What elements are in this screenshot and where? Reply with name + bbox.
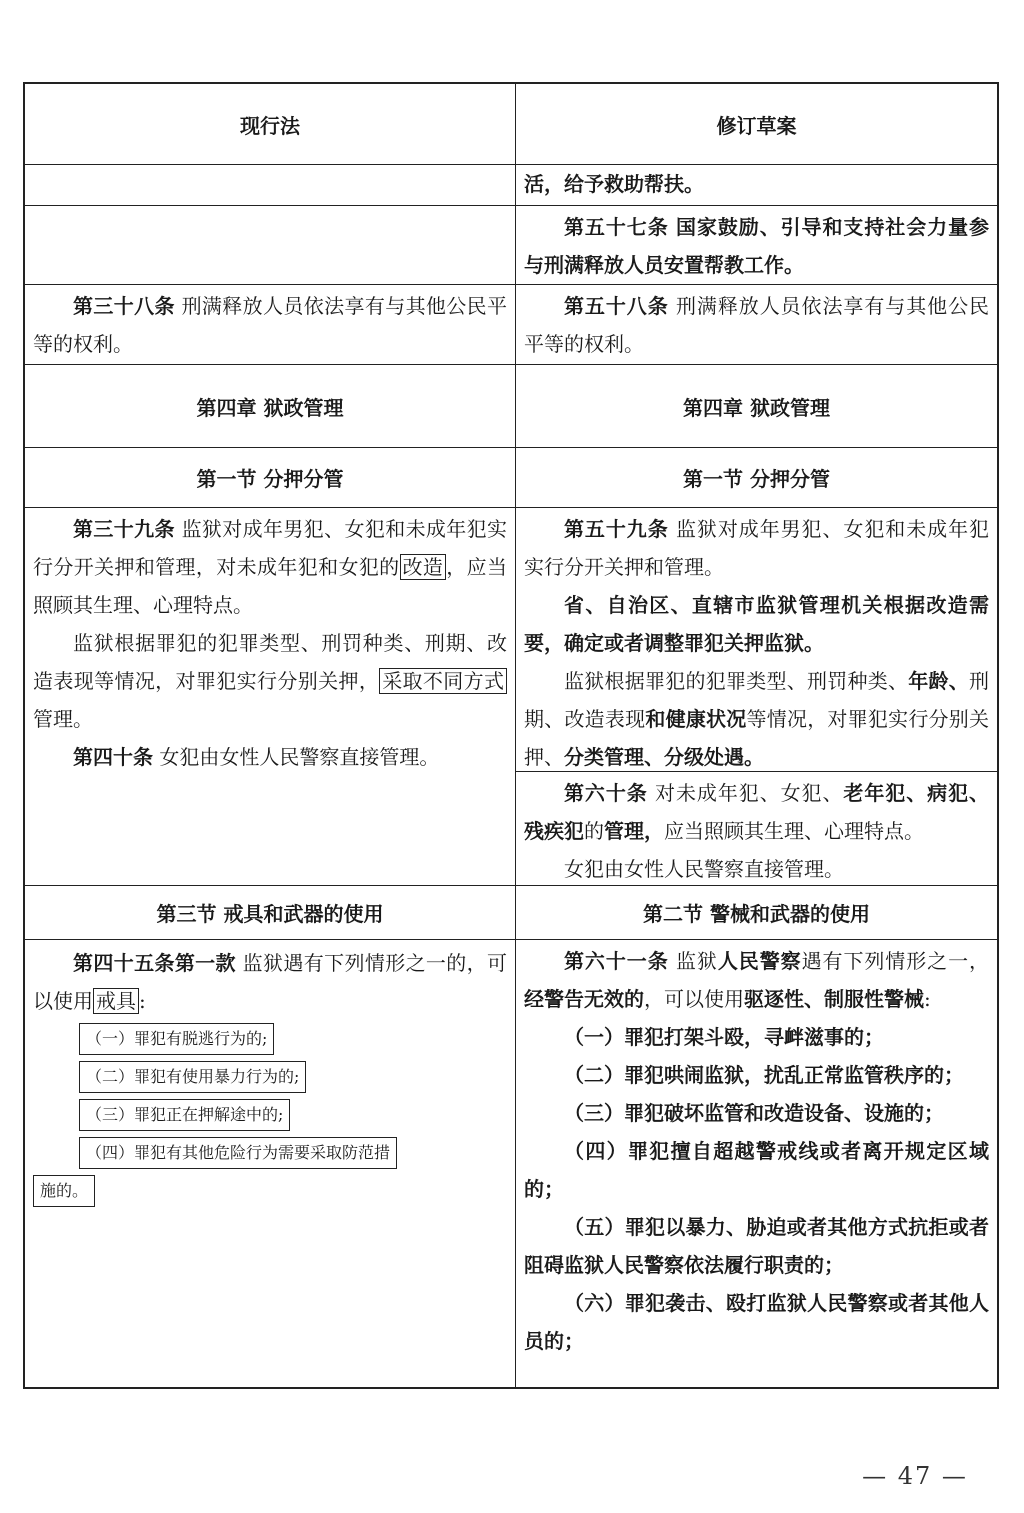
list-item: （一）罪犯有脱逃行为的; — [79, 1023, 274, 1055]
article-text: 监狱 — [675, 949, 718, 973]
article-text: 人民警察 — [717, 949, 802, 973]
draft-column — [516, 84, 997, 1387]
article-text: 管理。 — [33, 707, 93, 731]
article-label: 第三十八条 — [73, 294, 175, 318]
section-heading: 第三节 戒具和武器的使用 — [25, 886, 515, 940]
list-item: （四）罪犯擅自超越警戒线或者离开规定区域的； — [524, 1139, 989, 1201]
article-text: 女犯由女性人民警察直接管理。 — [159, 745, 440, 769]
section-heading: 第一节 分押分管 — [25, 448, 515, 508]
chapter-heading: 第四章 狱政管理 — [25, 365, 515, 448]
article-text: : — [139, 989, 146, 1013]
article-text: 等情况，对罪犯实行分别关押、 — [524, 707, 990, 769]
article-text: 监狱根据罪犯的犯罪类型、刑罚种类、刑期、改造表现等情况，对罪犯实行分别关押， — [33, 631, 507, 693]
article-label: 第五十八条 — [564, 294, 669, 318]
marked-text: 戒具 — [93, 988, 139, 1014]
article-61-cell — [516, 940, 997, 1387]
article-text: 应当照顾其生理、心理特点。 — [664, 819, 924, 843]
list-item: （四）罪犯有其他危险行为需要采取防范措 — [79, 1137, 397, 1169]
section-heading: 第一节 分押分管 — [516, 448, 997, 508]
article-text: 遇有下列情形之一， — [801, 949, 990, 973]
article-text: 女犯由女性人民警察直接管理。 — [564, 857, 844, 881]
article-text: 监狱对成年男犯、女犯和未成年犯实行分开关押和管理，对未成年犯和女犯的 — [33, 517, 508, 579]
chapter-heading: 第四章 狱政管理 — [516, 365, 997, 448]
article-text: 老年犯、病犯、残疾犯 — [524, 781, 990, 843]
article-text: 国家鼓励、引导和支持社会力量参与刑满释放人员安置帮教工作。 — [524, 215, 990, 277]
empty-cell — [25, 206, 515, 285]
article-38-cell — [25, 285, 515, 365]
article-label: 第四十条 — [73, 745, 153, 769]
header-draft: 修订草案 — [516, 84, 997, 165]
article-text: 管理， — [604, 819, 664, 843]
article-60-cell — [516, 772, 997, 886]
section-heading: 第二节 警械和武器的使用 — [516, 886, 997, 940]
article-text: 的 — [584, 819, 604, 843]
list-item: （二）罪犯哄闹监狱，扰乱正常监管秩序的； — [564, 1063, 964, 1087]
article-label: 第六十一条 — [564, 949, 669, 973]
header-current-law: 现行法 — [25, 84, 515, 165]
article-label: 第三十九条 — [73, 517, 175, 541]
article-text: ，应当照顾其生理、心理特点。 — [33, 555, 508, 617]
list-item: （三）罪犯正在押解途中的; — [79, 1099, 290, 1131]
article-text: 驱逐性、制服性警械 — [744, 987, 924, 1011]
article-text: : — [924, 987, 931, 1011]
article-text: 监狱根据罪犯的犯罪类型、刑罚种类、 — [564, 669, 909, 693]
article-45-cell — [25, 940, 515, 1387]
list-item: （三）罪犯破坏监管和改造设备、设施的； — [564, 1101, 944, 1125]
article-text: 对未成年犯、女犯、 — [655, 781, 844, 805]
article-text: 监狱对成年男犯、女犯和未成年犯实行分开关押和管理。 — [524, 517, 990, 579]
marked-text: 改造 — [400, 554, 447, 580]
article-39-40-cell — [25, 508, 515, 886]
article-text: 和健康状况 — [645, 707, 747, 731]
article-label: 第四十五条第一款 — [73, 951, 236, 975]
list-item: 施的。 — [33, 1175, 95, 1207]
article-text: 活，给予救助帮扶。 — [524, 172, 704, 196]
article-text: 刑满释放人员依法享有与其他公民平等的权利。 — [524, 294, 990, 356]
article-text: 经警告无效的 — [524, 987, 644, 1011]
article-text: 刑期、改造表现 — [524, 669, 989, 731]
article-59-cell — [516, 508, 997, 772]
article-text: 省、自治区、直辖市监狱管理机关根据改造需要，确定或者调整罪犯关押监狱。 — [524, 593, 989, 655]
page-number: — 47 — — [862, 1462, 968, 1490]
marked-text: 采取不同方式 — [379, 668, 507, 694]
list-item: （二）罪犯有使用暴力行为的; — [79, 1061, 306, 1093]
article-57-cell — [516, 206, 997, 285]
article-text: 监狱遇有下列情形之一的，可以使用 — [33, 951, 508, 1013]
continued-text-cell — [516, 165, 997, 206]
current-law-column — [25, 84, 516, 1387]
list-item: （六）罪犯袭击、殴打监狱人民警察或者其他人员的； — [524, 1291, 989, 1353]
article-58-cell — [516, 285, 997, 365]
comparison-table — [23, 82, 999, 1389]
article-text: 分类管理、分级处遇。 — [564, 745, 764, 769]
list-item: （五）罪犯以暴力、胁迫或者其他方式抗拒或者阻碍监狱人民警察依法履行职责的； — [524, 1215, 989, 1277]
empty-cell — [25, 165, 515, 206]
article-label: 第五十七条 — [564, 215, 669, 239]
article-label: 第五十九条 — [564, 517, 669, 541]
list-item: （一）罪犯打架斗殴，寻衅滋事的； — [564, 1025, 884, 1049]
article-label: 第六十条 — [564, 781, 648, 805]
article-text: ，可以使用 — [644, 987, 744, 1011]
article-text: 年龄、 — [908, 669, 969, 693]
article-text: 刑满释放人员依法享有与其他公民平等的权利。 — [33, 294, 508, 356]
